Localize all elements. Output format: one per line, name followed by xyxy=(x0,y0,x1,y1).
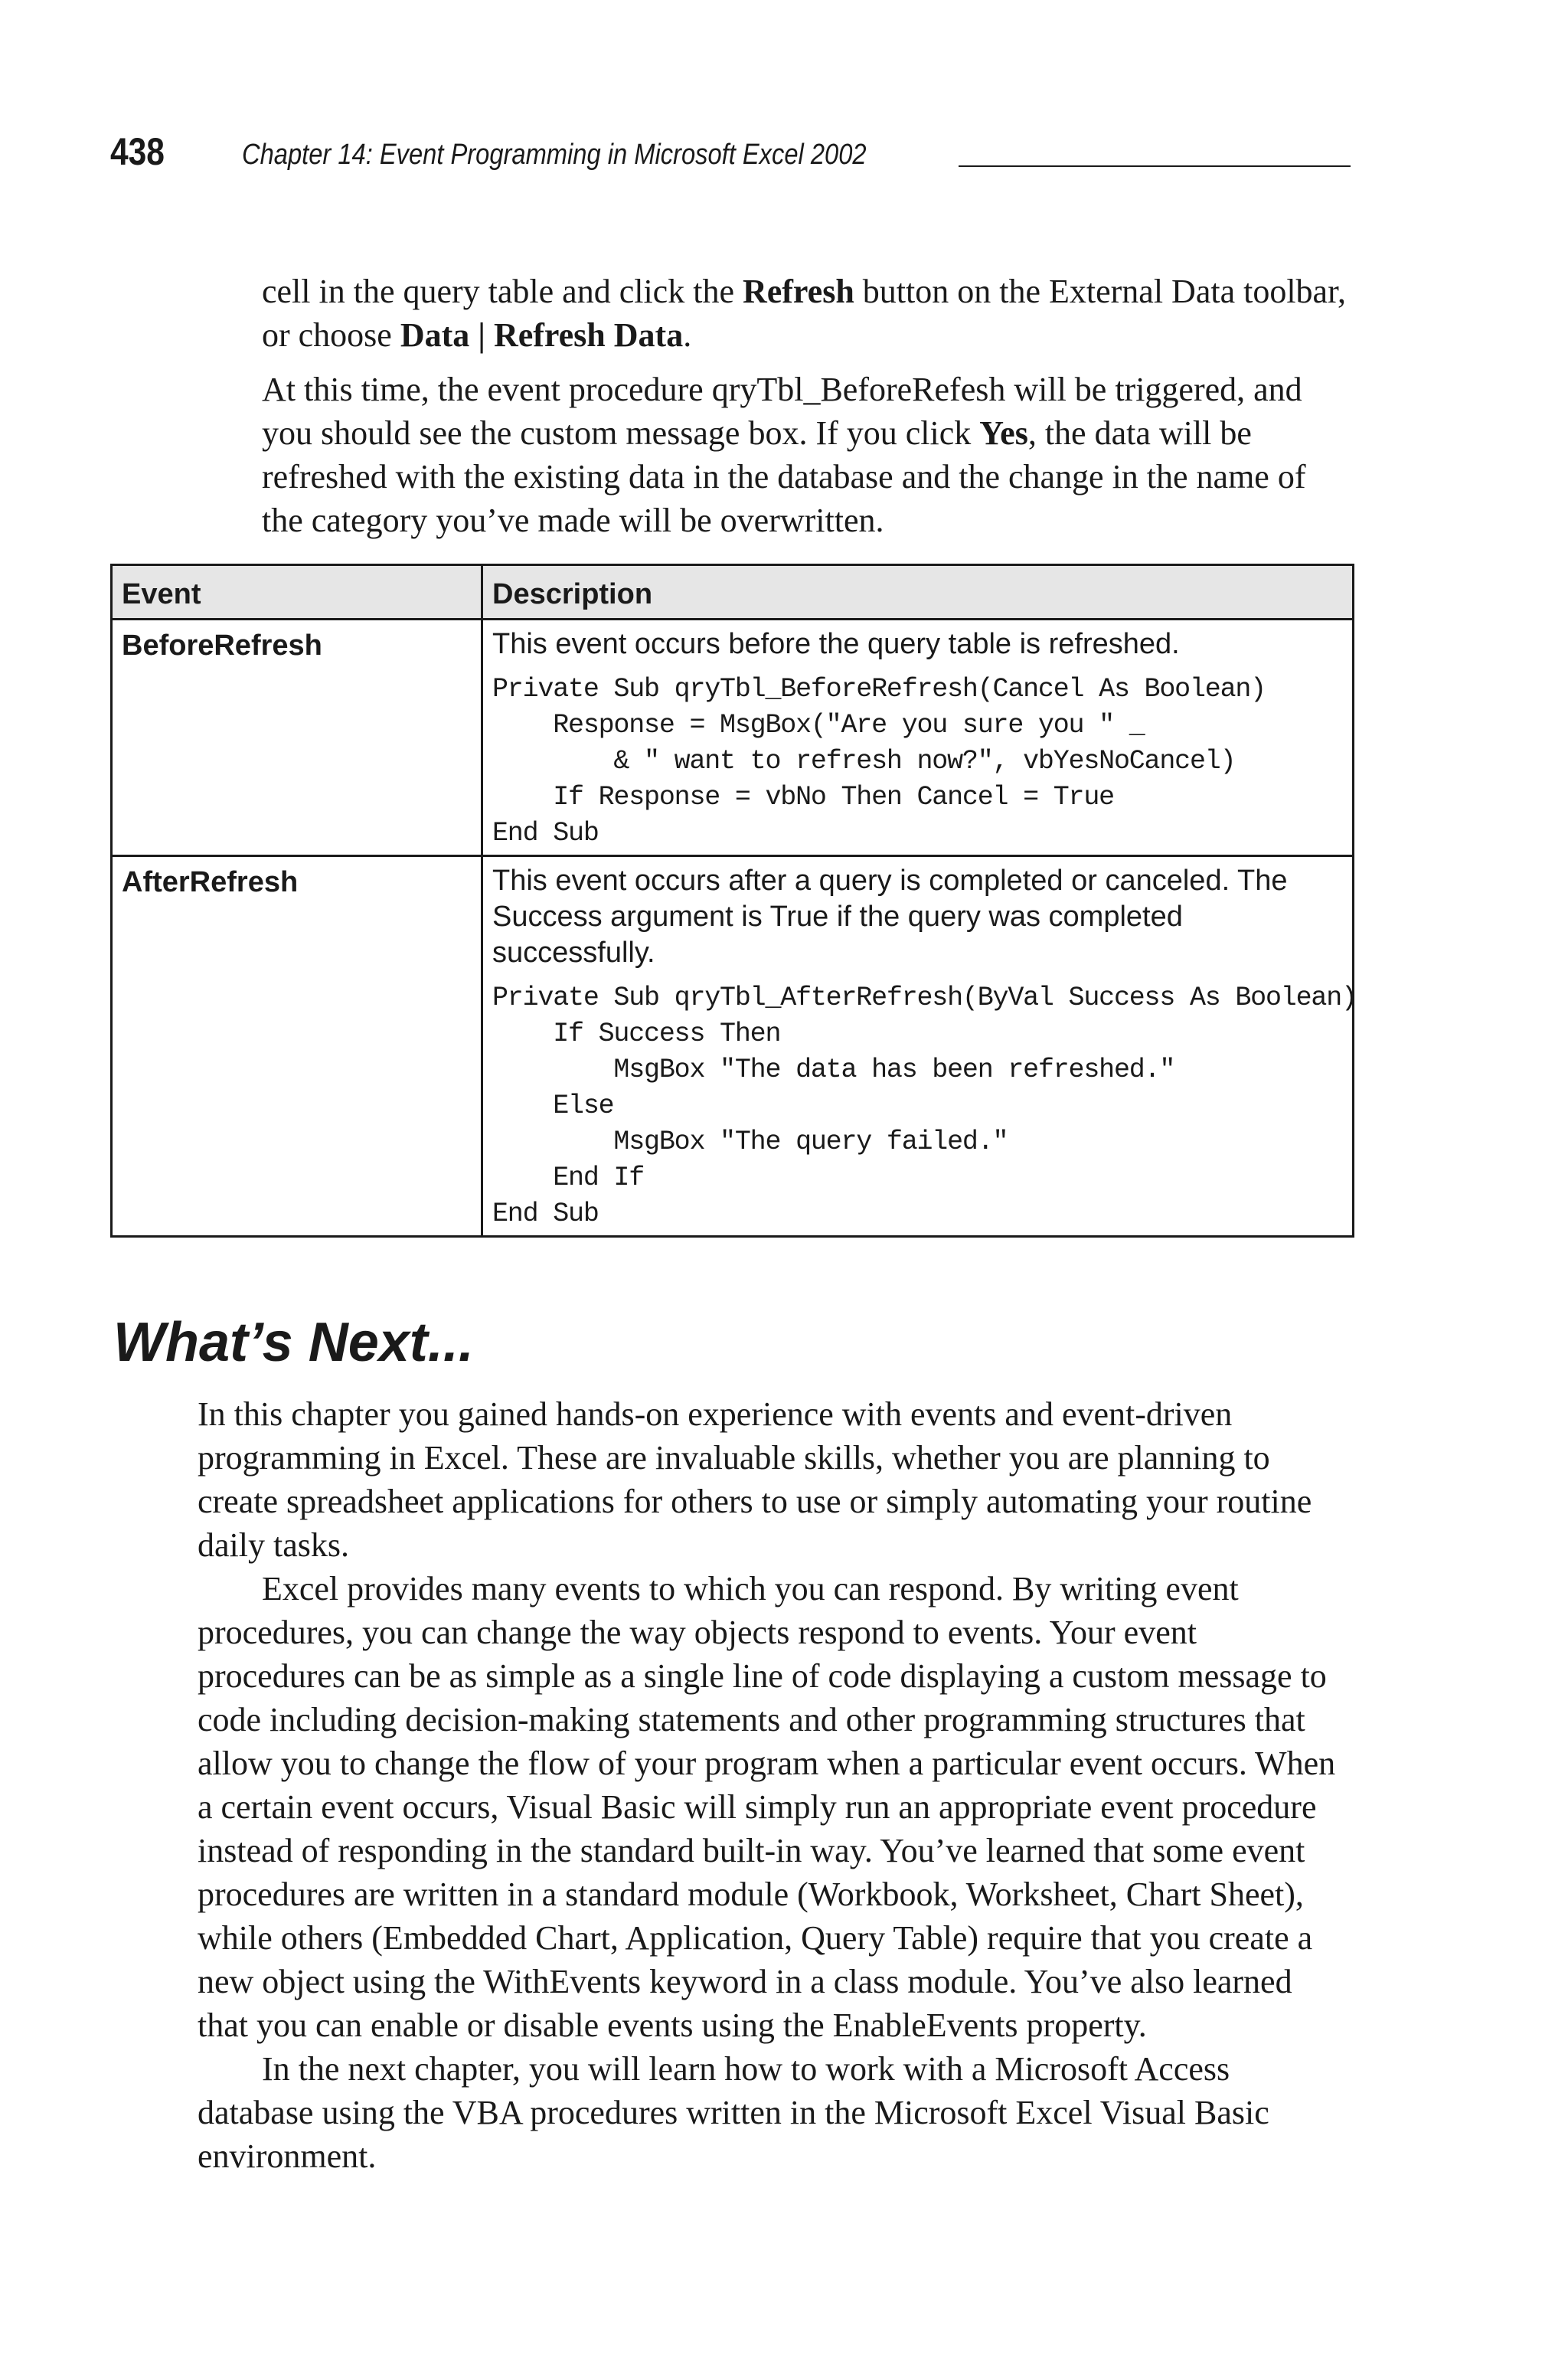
event-name: BeforeRefresh xyxy=(122,630,322,662)
column-header-event: Event xyxy=(112,565,482,620)
text-span: . xyxy=(683,316,692,354)
running-head-title: Chapter 14: Event Programming in Microsoft Excel 2002 xyxy=(242,139,867,171)
refresh-button-ref: Refresh xyxy=(742,273,854,310)
closing-section xyxy=(198,1392,1351,2178)
description-cell xyxy=(482,856,1357,1237)
table-row xyxy=(112,856,1354,1237)
closing-paragraph-3: In the next chapter, you will learn how to work with a Microsoft Access database using the VBA procedures written in the Microsoft Excel Visual Basic environment. xyxy=(198,2050,1269,2175)
intro-text xyxy=(262,270,1349,553)
page-header xyxy=(110,129,1351,175)
text-span: , the data will be refreshed with the existing data in the database and the change in the name of the category you’ve made will be overwritten. xyxy=(262,414,1306,539)
text-span: At this time, the event procedure qryTbl_BeforeRefesh will be triggered, and you should see the custom message box. If you click xyxy=(262,371,1302,452)
table-row xyxy=(112,620,1354,856)
event-description: This event occurs after a query is completed or canceled. The Success argument is True if the query was completed successfully. xyxy=(492,865,1288,969)
closing-paragraph-1: In this chapter you gained hands-on experience with events and event-driven programming in Excel. These are invaluable skills, whether you are planning to create spreadsheet applications for others to use or simply automating your routine daily tasks. xyxy=(198,1395,1312,1564)
code-listing: Private Sub qryTbl_AfterRefresh(ByVal Success As Boolean) If Success Then MsgBox "The data has been refreshed." Else MsgBox "The query failed." End If End Sub xyxy=(492,983,1357,1229)
section-heading: What’s Next... xyxy=(113,1312,474,1373)
column-header-description: Description xyxy=(482,565,1354,620)
event-name: AfterRefresh xyxy=(122,866,299,898)
closing-paragraph-2: Excel provides many events to which you can respond. By writing event procedures, you can change the way objects respond to events. Your event procedures can be as simple as a single line of code displaying a custom message to code including decision-making statements and other programming structures that allow you to change the flow of your program when a particular event occurs. When a certain event occurs, Visual Basic will simply run an appropriate event procedure instead of responding in the standard built-in way. You’ve learned that some event procedures are written in a standard module (Workbook, Worksheet, Chart Sheet), while others (Embedded Chart, Application, Query Table) require that you create a new object using the WithEvents keyword in a class module. You’ve also learned that you can enable or disable events using the EnableEvents property. xyxy=(198,1570,1336,2044)
menu-path-ref: Data | Refresh Data xyxy=(400,316,684,354)
intro-paragraph-2 xyxy=(262,368,1349,542)
event-cell xyxy=(112,620,482,856)
code-listing: Private Sub qryTbl_BeforeRefresh(Cancel As Boolean) Response = MsgBox("Are you sure you " _ & " want to refresh now?", vbYesNoCancel) If Response = vbNo Then Cancel = True End Sub xyxy=(492,674,1266,849)
intro-paragraph-1 xyxy=(262,270,1349,357)
text-span: cell in the query table and click the xyxy=(262,273,743,310)
text-span: button on the External Data toolbar, or choose xyxy=(262,273,1346,354)
event-table xyxy=(110,564,1357,1238)
yes-option-ref: Yes xyxy=(979,414,1028,452)
description-cell xyxy=(482,620,1354,856)
page-number: 438 xyxy=(110,130,165,173)
event-description: This event occurs before the query table is refreshed. xyxy=(492,628,1180,660)
table-header-row xyxy=(112,565,1354,620)
header-rule xyxy=(959,165,1351,167)
event-cell xyxy=(112,856,482,1237)
